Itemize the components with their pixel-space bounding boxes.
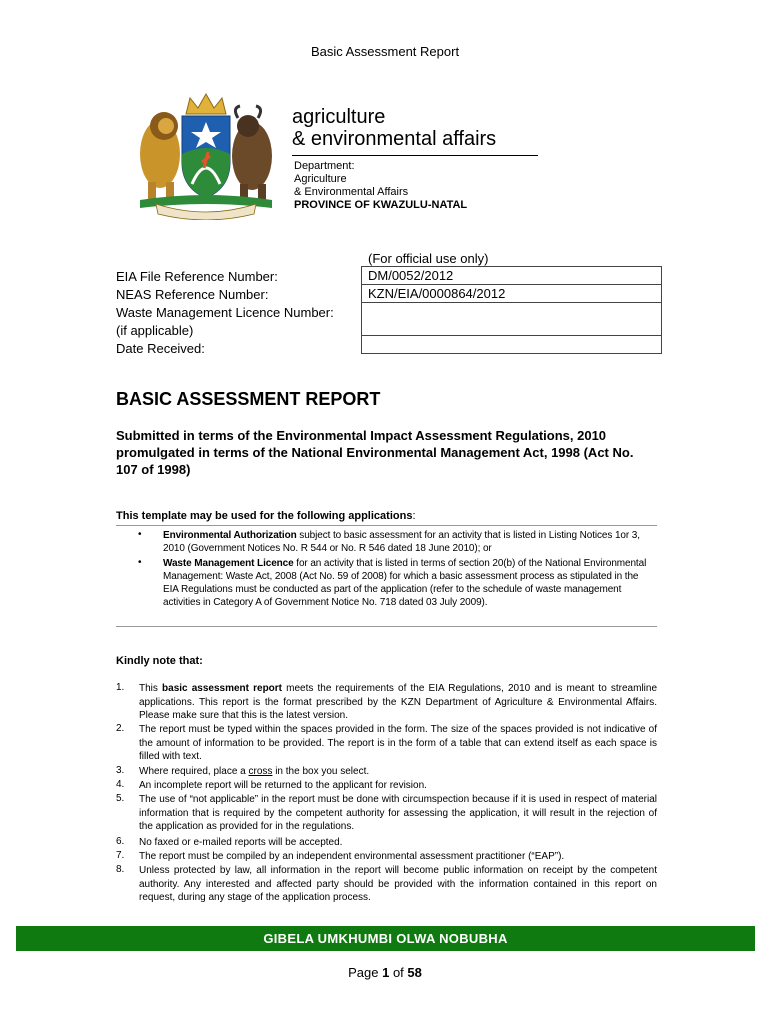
reference-table: [361, 266, 662, 354]
note-number: 8.: [116, 864, 125, 875]
running-header: Basic Assessment Report: [310, 44, 460, 59]
list-item-environmental-authorization: [163, 529, 653, 555]
kzn-coat-of-arms-logo: [130, 92, 282, 220]
note-item: The report must be typed within the spaces provided in the form. The size of the spaces provided is not indicative of the amount of information to be provided. The report is in the form of a table that can extend itself as each space is filled with text.: [139, 724, 657, 763]
official-use-note: (For official use only): [368, 251, 489, 266]
list-item-text: subject to basic assessment for an activity that is listed in Listing Notices 1or 3, 2010 (Government Notices No. R 544 or No. R 546 dated 18 June 2010); or: [163, 530, 640, 554]
note-number: 3.: [116, 765, 125, 776]
page-number: [0, 965, 770, 980]
dept-department-label: Department:: [294, 160, 355, 172]
note-pre: Where required, place a: [139, 766, 249, 777]
note-number: 5.: [116, 793, 125, 804]
bullet-icon: •: [138, 557, 142, 568]
list-item-text: for an activity that is listed in terms of section 20(b) of the National Environmental Management: Waste Act, 2008 (Act No. 59 of 2008) for which a basic assessment process as stipulated in the EIA Regulations must be conducted as part of the application (refer to the schedule of waste management activities in Category A of Government Notice No. 718 dated 03 July 2009).: [163, 558, 647, 608]
note-item: [139, 682, 657, 723]
list-item-bold: Environmental Authorization: [163, 530, 297, 541]
note-item: The report must be compiled by an independent environmental assessment practitioner (“EAP”).: [139, 851, 565, 862]
waste-licence-value[interactable]: [362, 303, 662, 336]
list-item-waste-management-licence: [163, 557, 653, 609]
template-applications-list: [116, 525, 657, 627]
dept-env-affairs-label: & Environmental Affairs: [294, 186, 409, 198]
date-received-label: Date Received:: [116, 341, 205, 356]
logo-divider: [292, 155, 538, 156]
note-text: in the box you select.: [272, 766, 370, 777]
note-bold: basic assessment report: [162, 683, 283, 694]
page-total: 58: [407, 965, 422, 980]
page-prefix: Page: [348, 965, 383, 980]
note-number: 2.: [116, 723, 125, 734]
note-text: meets the requirements of the EIA Regulations, 2010 and is meant to streamline applications. This report is the format prescribed by the KZN Department of Agriculture & Environmental Affairs. Please make sure that this is the latest version.: [139, 683, 658, 722]
report-title: BASIC ASSESSMENT REPORT: [116, 389, 381, 409]
dept-logo-line1: agriculture: [292, 106, 386, 128]
template-lead-text: This template may be used for the following applications: [116, 510, 413, 522]
slogan-banner: GIBELA UMKHUMBI OLWA NOBUBHA: [16, 926, 755, 951]
neas-ref-value[interactable]: KZN/EIA/0000864/2012: [362, 285, 662, 303]
reference-labels: [116, 268, 334, 358]
note-item: The use of “not applicable” in the report must be done with circumspection because if it is used in respect of material information that is required by the competent authority for assessing the application, it will result in the rejection of the application as provided for in the regulations.: [139, 794, 657, 833]
page-of: of: [389, 965, 408, 980]
province-label: PROVINCE OF KWAZULU-NATAL: [294, 199, 468, 211]
note-item: An incomplete report will be returned to the applicant for revision.: [139, 780, 427, 791]
dept-logo-line2: & environmental affairs: [292, 128, 497, 150]
list-item-bold: Waste Management Licence: [163, 558, 294, 569]
note-pre: This: [139, 683, 163, 694]
bullet-icon: •: [138, 529, 142, 540]
kindly-note-heading: Kindly note that:: [116, 655, 203, 667]
note-underline: cross: [248, 766, 273, 777]
note-number: 4.: [116, 779, 125, 790]
if-applicable-label: (if applicable): [116, 323, 194, 338]
template-lead: [116, 510, 416, 522]
note-number: 6.: [116, 836, 125, 847]
submitted-statement: Submitted in terms of the Environmental Impact Assessment Regulations, 2010 promulgated in terms of the National Environmental Management Act, 1998 (Act No. 107 of 1998): [116, 428, 634, 477]
waste-licence-label: Waste Management Licence Number:: [116, 305, 334, 320]
neas-ref-label: NEAS Reference Number:: [116, 287, 269, 302]
notes-list: [116, 682, 657, 912]
note-item: [139, 765, 657, 779]
eia-file-ref-value[interactable]: DM/0052/2012: [362, 267, 662, 285]
page-current: 1: [382, 965, 390, 980]
note-item: No faxed or e-mailed reports will be accepted.: [139, 837, 343, 848]
eia-file-ref-label: EIA File Reference Number:: [116, 269, 278, 284]
note-number: 1.: [116, 682, 125, 693]
note-number: 7.: [116, 850, 125, 861]
date-received-value[interactable]: [362, 336, 662, 354]
template-lead-colon: :: [412, 510, 416, 522]
note-item: Unless protected by law, all information in the report will become public information on receipt by the competent authority. Any interested and affected party should be provided with the information contained in this report on request, during any stage of the application process.: [139, 865, 657, 904]
dept-agriculture-label: Agriculture: [294, 173, 347, 185]
